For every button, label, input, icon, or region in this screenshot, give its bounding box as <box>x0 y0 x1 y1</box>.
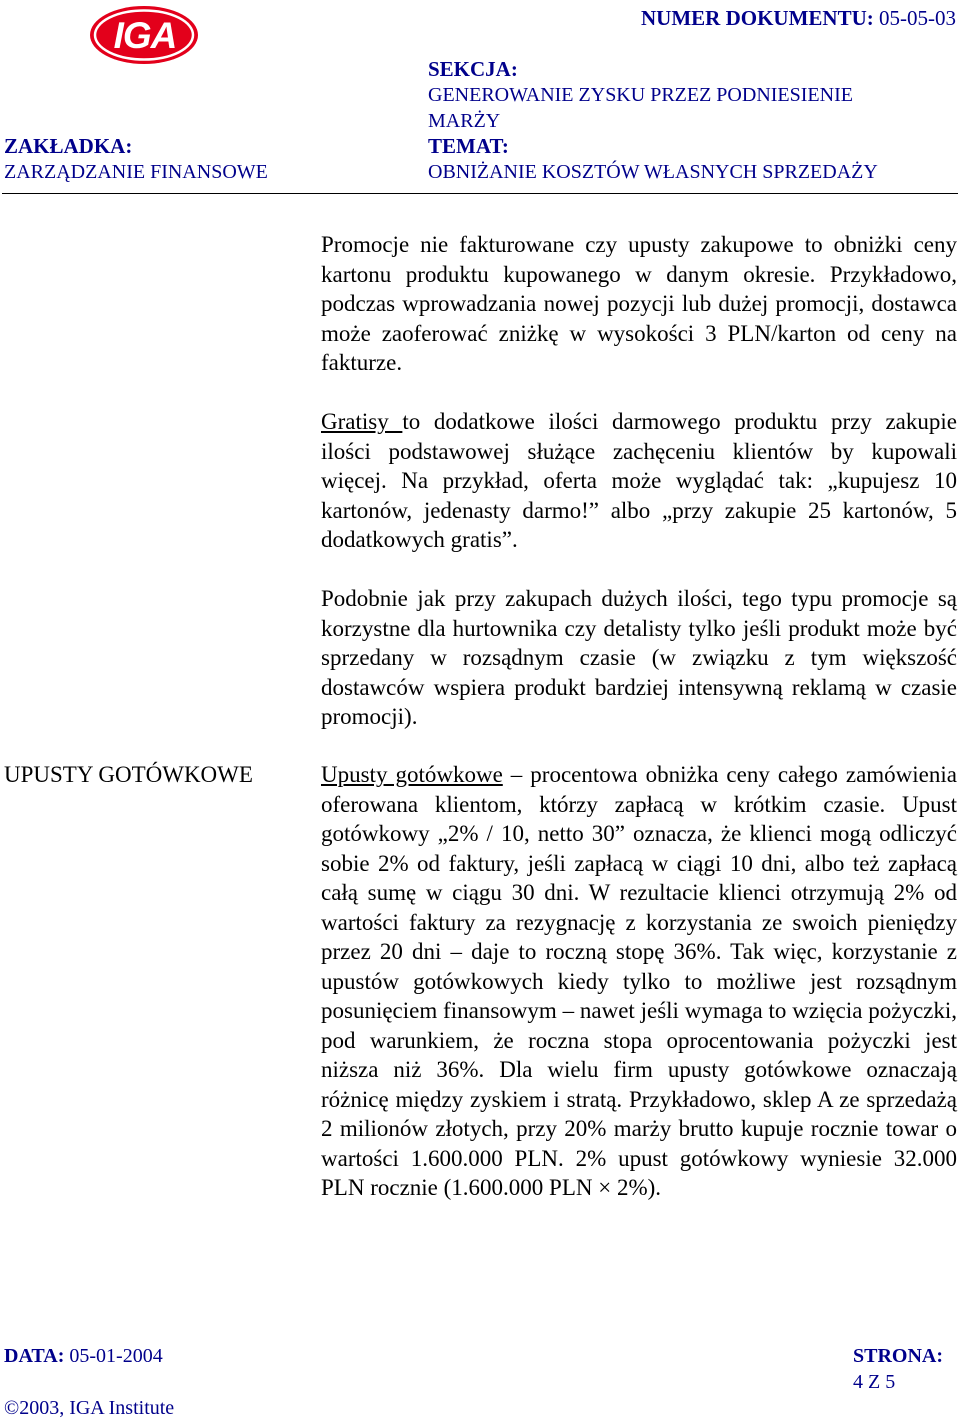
paragraph-bulk-purchases-text: Podobnie jak przy zakupach dużych ilości, tego typu promocje są korzystne dla hurtownika czy detalisty tylko jeśli produkt może być sprzedany w rozsądnym czasie (w związku z tym większość dostawców wspiera produkt bardziej intensywną reklamą w czasie promocji). <box>321 586 957 729</box>
tab-label: ZAKŁADKA: <box>4 134 133 158</box>
cash-discounts-text: – procentowa obniżka ceny całego zamówienia oferowana klientom, którzy zapłacą w krótkim czasie. Upust gotówkowy „2% / 10, netto 30” oznacza, że klienci mogą odliczyć sobie 2% od faktury, jeśli zapłacą w ciągi 10 dni, albo też zapłacą całą sumę w ciągu 30 dni. W rezultacie klienci otrzymują 2% od wartości faktury za rezygnację z korzystania ze swoich pieniędzy przez 20 dni – daje to roczną stopę 36%. Tak więc, korzystanie z upustów gotówkowych kiedy tylko to możliwe jest rozsądnym posunięciem finansowym – nawet jeśli wymaga to wzięcia pożyczki, pod warunkiem, że roczna stopa oprocentowania pożyczki jest niższa niż 36%. Dla wielu firm upusty gotówkowe oznaczają różnicę między zyskiem i stratą. Przykładowo, sklep A ze sprzedażą 2 milionów złotych, przy 20% marży brutto kupuje rocznie towar o wartości 1.600.000 PLN. 2% upust gotówkowy wyniesie 32.000 PLN rocznie (1.600.000 PLN × 2%). <box>321 762 957 1200</box>
section-value-line2: MARŻY <box>428 110 501 132</box>
footer-page-label: STRONA: <box>853 1345 944 1367</box>
paragraph-free-goods <box>321 407 957 555</box>
document-number-label: NUMER DOKUMENTU: <box>641 6 874 30</box>
document-number-value: 05-05-03 <box>879 6 956 30</box>
section-label: SEKCJA: <box>428 57 518 81</box>
section-value-line1: GENEROWANIE ZYSKU PRZEZ PODNIESIENIE <box>428 84 853 106</box>
tab-value: ZARZĄDZANIE FINANSOWE <box>4 161 268 183</box>
topic-label: TEMAT: <box>428 134 509 158</box>
footer-date-label: DATA: <box>4 1345 65 1367</box>
paragraph-promotions <box>321 230 957 378</box>
free-goods-text: to dodatkowe ilości darmowego produktu przy zakupie ilości podstawowej służące zachęceniu klientów by kupowali więcej. Na przykład, oferta może wyglądać tak: „kupujesz 10 kartonów, jedenasty darmo!” albo „przy zakupie 25 kartonów, 5 dodatkowych gratis”. <box>321 409 957 552</box>
document-number <box>641 6 956 31</box>
logo-text: IGA <box>113 15 177 56</box>
iga-logo <box>88 4 200 66</box>
paragraph-bulk-purchases <box>321 584 957 732</box>
footer-page-value: 4 Z 5 <box>853 1371 896 1393</box>
paragraph-promotions-text: Promocje nie fakturowane czy upusty zakupowe to obniżki ceny kartonu produktu kupowanego w danym okresie. Przykładowo, podczas wprowadzania nowej pozycji lub dużej promocji, dostawca może zaoferować zniżkę w wysokości 3 PLN/karton od ceny na fakturze. <box>321 232 957 375</box>
side-heading-cash-discounts: UPUSTY GOTÓWKOWE <box>4 762 253 787</box>
footer-date <box>4 1345 163 1368</box>
free-goods-term: Gratisy <box>321 409 403 434</box>
paragraph-cash-discounts <box>321 760 957 1203</box>
cash-discounts-term: Upusty gotówkowe <box>321 762 503 787</box>
header-divider <box>2 193 958 194</box>
footer-copyright: ©2003, IGA Institute <box>4 1397 175 1419</box>
topic-value: OBNIŻANIE KOSZTÓW WŁASNYCH SPRZEDAŻY <box>428 161 878 183</box>
footer-date-value: 05-01-2004 <box>69 1345 163 1367</box>
